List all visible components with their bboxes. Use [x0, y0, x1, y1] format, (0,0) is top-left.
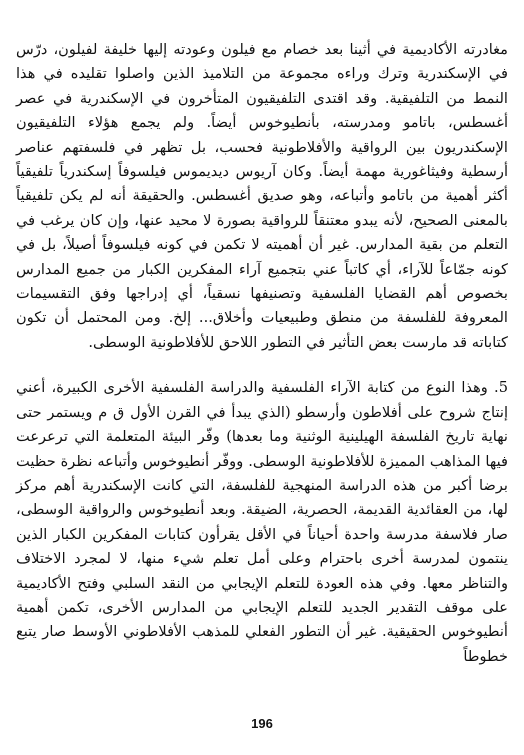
body-paragraph-2: 5. وهذا النوع من كتابة الآراء الفلسفية والدراسة الفلسفية الأخرى الكبيرة، أعني إنتاج شروح على أفلاطون وأرسطو (الذي يبدأ في القرن الأول ق م ويستمر حتى نهاية تاريخ الفلسفة الهيلينية الوثنية وما بعدها) وفّر البيئة المتعلمة التي ترعرعت فيها المذاهب المميزة للأفلاطونية الوسطى. ووفّر أنطيوخوس وأتباعه نظرة حظيت برضا أكبر من هذه الدراسة المنهجية للفلسفة، التي كانت الإسكندرية أهم مركز لها، من العقائدية القديمة، الحصرية، الضيقة. وبعد أنطيوخوس والرواقية الوسطى، صار فلاسفة مدرسة واحدة أحياناً في الأقل يقرأون كتابات المفكرين الكبار الذين ينتمون لمدرسة أخرى باحترام وعلى أمل تعلم شيء منها، لا لمجرد الاختلاف والتناظر معها. وفي هذه العودة للتعلم الإيجابي من النقد السلبي وفتح الأكاديمية على موقف التقدير الجديد للتعلم الإيجابي من المدارس الأخرى، تكمن أهمية أنطيوخوس الحقيقية. غير أن التطور الفعلي للمذهب الأفلاطوني الأوسط صار يتبع خطوطاً [16, 379, 509, 665]
page-number: 196 [251, 716, 273, 731]
body-paragraph-1: مغادرته الأكاديمية في أثينا بعد خصام مع فيلون وعودته إليها خليفة لفيلون، درّس في الإسكندرية وترك وراءه مجموعة من التلاميذ الذين واصلوا تقليده في هذا النمط من التلفيقية. وقد اقتدى التلفيقيون المتأخرون في الإسكندرية في عصر أغسطس، باتامو ومدرسته، بأنطيوخوس أيضاً. ولم يجمع هؤلاء التلفيقيون الإسكندريون بين الرواقية والأفلاطونية فحسب، بل تظهر في فلسفتهم عناصر أرسطية وفيثاغورية مهمة أيضاً. وكان آريوس ديديموس فيلسوفاً إسكندرياً تلفيقياً أكثر أهمية من باتامو وأتباعه، وهو صديق أغسطس. والحقيقة أنه لم يكن تلفيقياً بالمعنى الصحيح، لأنه يبدو معتنقاً للرواقية بصورة لا محيد عنها، وإن كان يرغب في التعلم من بقية المدارس. غير أن أهميته لا تكمن في كونه فيلسوفاً أصيلاً، بل في كونه جمّاعاً للآراء، أي كاتباً عني بتجميع آراء المفكرين الكبار من جميع المدارس بخصوص أهم القضايا الفلسفية وتصنيفها نسقياً، أي إدراجها وفق التقسيمات المعروفة للفلسفة من منطق وطبيعيات وأخلاق... إلخ. ومن المحتمل أن تكون كتاباته قد مارست بعض التأثير في التطور اللاحق للأفلاطونية الوسطى. [16, 41, 508, 351]
